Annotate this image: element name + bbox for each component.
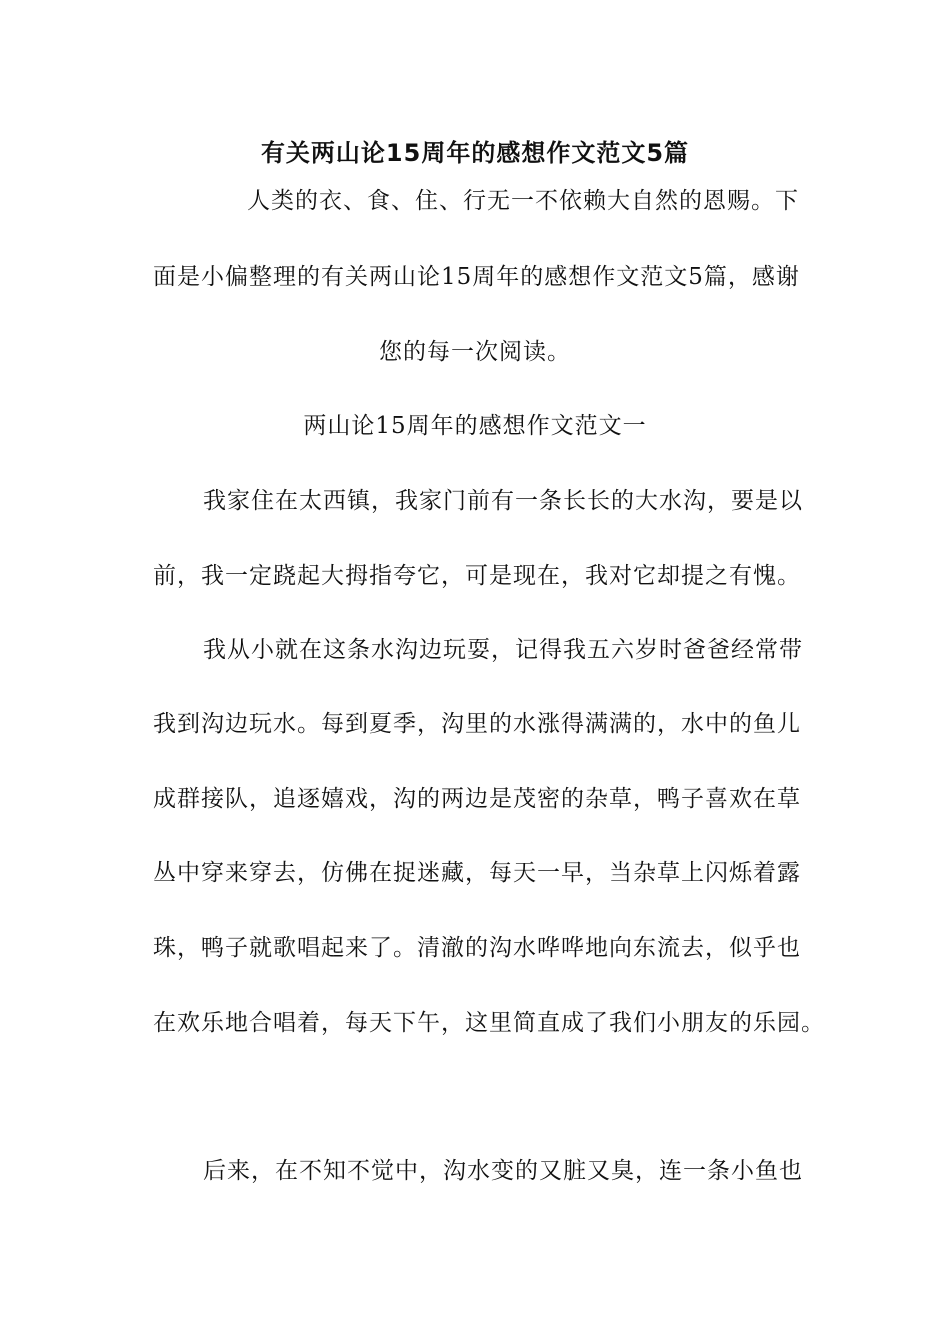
paragraph-1-line-2: 前，我一定跷起大拇指夸它，可是现在，我对它却提之有愧。 — [153, 563, 801, 589]
paragraph-2-line-3: 成群接队，追逐嬉戏，沟的两边是茂密的杂草，鸭子喜欢在草 — [153, 786, 801, 812]
paragraph-1-line-1: 我家住在太西镇，我家门前有一条长长的大水沟，要是以 — [203, 488, 803, 514]
paragraph-2-line-5: 珠，鸭子就歌唱起来了。清澈的沟水哗哗地向东流去，似乎也 — [153, 935, 801, 961]
paragraph-3-line-1: 后来，在不知不觉中，沟水变的又脏又臭，连一条小鱼也 — [203, 1158, 803, 1184]
intro-line-3: 您的每一次阅读。 — [379, 339, 571, 365]
document-title: 有关两山论15周年的感想作文范文5篇 — [260, 139, 690, 167]
paragraph-2-line-2: 我到沟边玩水。每到夏季，沟里的水涨得满满的，水中的鱼儿 — [153, 711, 801, 737]
section-heading: 两山论15周年的感想作文范文一 — [303, 413, 647, 439]
paragraph-2-line-1: 我从小就在这条水沟边玩耍，记得我五六岁时爸爸经常带 — [203, 637, 803, 663]
intro-line-2: 面是小偏整理的有关两山论15周年的感想作文范文5篇，感谢 — [153, 264, 800, 290]
intro-line-1: 人类的衣、食、住、行无一不依赖大自然的恩赐。下 — [247, 188, 799, 214]
paragraph-2-line-4: 丛中穿来穿去，仿佛在捉迷藏，每天一早，当杂草上闪烁着露 — [153, 860, 801, 886]
paragraph-2-line-6: 在欢乐地合唱着，每天下午，这里简直成了我们小朋友的乐园。 — [153, 1010, 825, 1036]
